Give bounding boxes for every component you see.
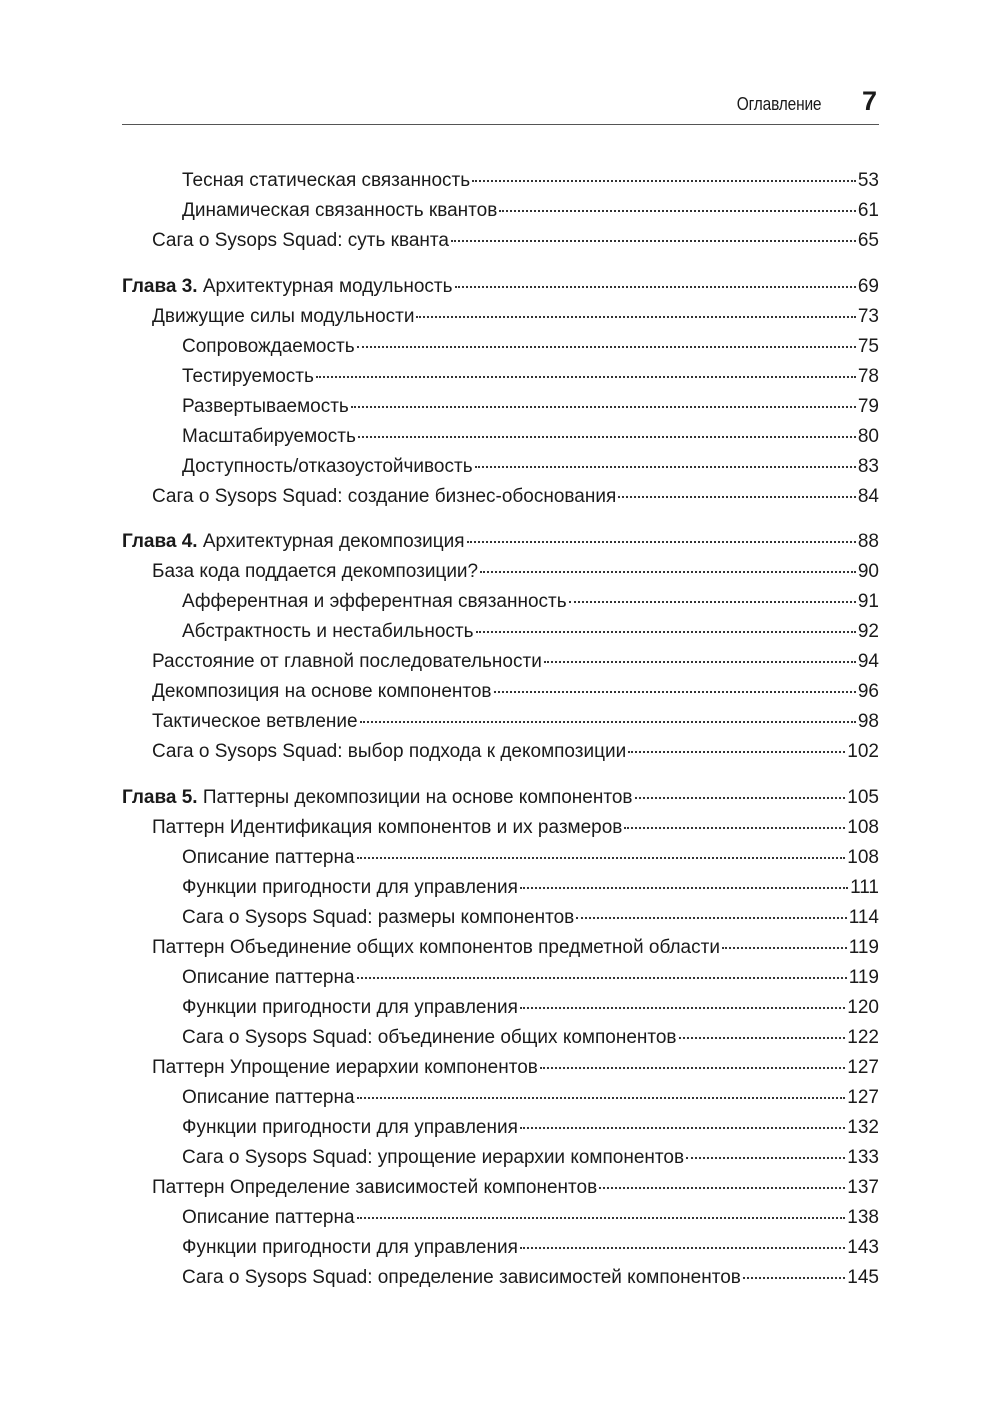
toc-chapter-number: Глава 3. <box>122 275 198 297</box>
toc-entry[interactable] <box>122 557 879 587</box>
toc-chapter-number: Глава 5. <box>122 786 198 808</box>
toc-entry[interactable] <box>122 873 879 903</box>
toc-entry-title: Тесная статическая связанность <box>182 170 471 191</box>
toc-entry-title: Сага о Sysops Squad: определение зависимостей компонентов <box>182 1266 741 1288</box>
toc-page-number: 91 <box>857 591 879 612</box>
toc-entry-title: Описание паттерна <box>182 846 355 868</box>
toc-entry[interactable] <box>122 993 879 1023</box>
dot-leader <box>628 751 845 753</box>
toc-entry-title: Динамическая связанность квантов <box>182 200 498 221</box>
toc-page-number: 120 <box>847 996 879 1018</box>
toc-page-number: 90 <box>857 561 879 582</box>
toc-entry[interactable] <box>122 1233 879 1263</box>
toc-entry-title: Тестируемость <box>182 365 314 387</box>
toc-page-number: 96 <box>857 681 879 702</box>
toc-entry[interactable] <box>122 482 879 512</box>
toc-entry-title: Функции пригодности для управления <box>182 876 518 898</box>
toc-page-number: 132 <box>847 1116 879 1138</box>
toc-entry[interactable] <box>122 1173 879 1203</box>
toc-page-number: 122 <box>847 1026 879 1048</box>
toc-entry-title: Масштабируемость <box>182 425 356 447</box>
toc-entry-title: Сага о Sysops Squad: объединение общих компонентов <box>182 1026 677 1048</box>
toc-page-number: 53 <box>857 170 879 191</box>
toc-page-number: 94 <box>857 651 879 672</box>
toc-entry-title: Паттерн Упрощение иерархии компонентов <box>152 1056 538 1078</box>
toc-page-number: 119 <box>848 936 879 958</box>
toc-entry-title: Доступность/отказоустойчивость <box>182 455 473 477</box>
toc-entry[interactable] <box>122 903 879 933</box>
dot-leader <box>686 1157 845 1159</box>
toc-entry[interactable] <box>122 813 879 843</box>
toc-page-number: 65 <box>857 230 879 251</box>
toc-page-number: 80 <box>857 425 879 447</box>
dot-leader <box>576 917 846 919</box>
toc-page-number: 61 <box>857 200 879 221</box>
toc-page-number: 119 <box>848 966 879 988</box>
toc-entry[interactable] <box>122 1023 879 1053</box>
dot-leader <box>416 316 855 318</box>
toc-entry[interactable] <box>122 617 879 647</box>
dot-leader <box>499 210 856 212</box>
toc-entry-title: Архитектурная декомпозиция <box>202 531 465 552</box>
dot-leader <box>520 887 848 889</box>
toc-entry-title: Паттерн Идентификация компонентов и их размеров <box>152 816 623 838</box>
toc-entry-title: Функции пригодности для управления <box>182 1116 518 1138</box>
toc-chapter-entry[interactable] <box>122 272 879 302</box>
dot-leader <box>494 691 856 693</box>
toc-page-number: 114 <box>848 906 879 928</box>
toc-entry-title: Сага о Sysops Squad: создание бизнес-обоснования <box>152 485 617 507</box>
dot-leader <box>540 1067 845 1069</box>
dot-leader <box>599 1187 845 1189</box>
toc-page-number: 79 <box>857 395 879 417</box>
toc-entry-title: Сага о Sysops Squad: упрощение иерархии компонентов <box>182 1146 685 1168</box>
toc-entry-title: Развертываемость <box>182 395 349 417</box>
dot-leader <box>472 180 856 182</box>
toc-entry[interactable] <box>122 677 879 707</box>
toc-entry-title: Декомпозиция на основе компонентов <box>152 681 492 702</box>
table-of-contents <box>122 166 879 1293</box>
toc-page-number: 127 <box>847 1056 879 1078</box>
dot-leader <box>679 1037 846 1039</box>
toc-entry[interactable] <box>122 452 879 482</box>
toc-entry-title: Сага о Sysops Squad: выбор подхода к декомпозиции <box>152 741 627 762</box>
toc-entry-title: Описание паттерна <box>182 1086 355 1108</box>
toc-page-number: 92 <box>857 621 879 642</box>
toc-page-number: 73 <box>857 305 879 327</box>
toc-entry-title: Сага о Sysops Squad: размеры компонентов <box>182 906 575 928</box>
toc-entry[interactable] <box>122 166 879 196</box>
toc-entry-title: Тактическое ветвление <box>152 711 358 732</box>
toc-entry-title: Описание паттерна <box>182 966 355 988</box>
toc-page-number: 111 <box>850 876 879 898</box>
toc-page-number: 108 <box>847 846 879 868</box>
toc-page-number: 75 <box>857 335 879 357</box>
toc-entry[interactable] <box>122 963 879 993</box>
toc-entry[interactable] <box>122 1053 879 1083</box>
running-header-title: Оглавление <box>736 94 821 114</box>
toc-page-number: 138 <box>847 1206 879 1228</box>
toc-page-number: 69 <box>857 275 879 297</box>
toc-entry-title: Архитектурная модульность <box>202 275 453 297</box>
toc-page-number: 137 <box>847 1176 879 1198</box>
dot-leader <box>743 1277 845 1279</box>
dot-leader <box>635 797 846 799</box>
dot-leader <box>475 466 856 468</box>
page-number: 7 <box>861 86 877 116</box>
dot-leader <box>476 631 856 633</box>
toc-entry[interactable] <box>122 226 879 256</box>
toc-entry[interactable] <box>122 422 879 452</box>
toc-page-number: 143 <box>847 1236 879 1258</box>
toc-chapter-entry[interactable] <box>122 783 879 813</box>
toc-entry[interactable] <box>122 196 879 226</box>
toc-entry[interactable] <box>122 362 879 392</box>
dot-leader <box>357 977 847 979</box>
toc-page-number: 88 <box>857 531 879 552</box>
dot-leader <box>360 721 856 723</box>
dot-leader <box>455 286 856 288</box>
toc-entry-title: Сопровождаемость <box>182 335 355 357</box>
toc-entry[interactable] <box>122 843 879 873</box>
dot-leader <box>618 496 856 498</box>
toc-entry[interactable] <box>122 1263 879 1293</box>
toc-entry[interactable] <box>122 302 879 332</box>
dot-leader <box>569 601 856 603</box>
toc-entry[interactable] <box>122 1143 879 1173</box>
dot-leader <box>451 240 856 242</box>
toc-chapter-number: Глава 4. <box>122 531 198 552</box>
dot-leader <box>357 857 846 859</box>
toc-entry[interactable] <box>122 332 879 362</box>
toc-page-number: 102 <box>847 741 879 762</box>
toc-entry-title: Описание паттерна <box>182 1206 355 1228</box>
dot-leader <box>316 376 856 378</box>
dot-leader <box>357 1097 846 1099</box>
toc-entry[interactable] <box>122 707 879 737</box>
dot-leader <box>722 947 847 949</box>
toc-entry-title: Паттерны декомпозиции на основе компонентов <box>202 786 633 808</box>
toc-page-number: 83 <box>857 455 879 477</box>
dot-leader <box>520 1247 845 1249</box>
toc-entry[interactable] <box>122 1113 879 1143</box>
dot-leader <box>357 346 856 348</box>
toc-entry-title: База кода поддается декомпозиции? <box>152 561 479 582</box>
toc-entry-title: Афферентная и эфферентная связанность <box>182 591 567 612</box>
toc-entry-title: Паттерн Определение зависимостей компонентов <box>152 1176 598 1198</box>
toc-entry-title: Сага о Sysops Squad: суть кванта <box>152 230 449 251</box>
toc-page-number: 105 <box>847 786 879 808</box>
toc-entry-title: Расстояние от главной последовательности <box>152 651 542 672</box>
toc-entry[interactable] <box>122 737 879 767</box>
toc-entry[interactable] <box>122 933 879 963</box>
running-header <box>122 86 879 125</box>
toc-page-number: 133 <box>847 1146 879 1168</box>
dot-leader <box>624 827 845 829</box>
dot-leader <box>467 541 856 543</box>
toc-entry[interactable] <box>122 1083 879 1113</box>
toc-entry[interactable] <box>122 392 879 422</box>
dot-leader <box>351 406 856 408</box>
toc-entry[interactable] <box>122 647 879 677</box>
toc-page-number: 145 <box>847 1266 879 1288</box>
toc-entry-title: Функции пригодности для управления <box>182 996 518 1018</box>
dot-leader <box>357 1217 846 1219</box>
toc-entry-title: Абстрактность и нестабильность <box>182 621 474 642</box>
toc-page-number: 108 <box>847 816 879 838</box>
toc-entry-title: Паттерн Объединение общих компонентов предметной области <box>152 936 720 958</box>
toc-chapter-entry[interactable] <box>122 527 879 557</box>
toc-page-number: 127 <box>847 1086 879 1108</box>
toc-page-number: 78 <box>857 365 879 387</box>
toc-page-number: 84 <box>857 485 879 507</box>
toc-entry-title: Движущие силы модульности <box>152 305 415 327</box>
toc-entry[interactable] <box>122 587 879 617</box>
dot-leader <box>520 1127 845 1129</box>
toc-entry-title: Функции пригодности для управления <box>182 1236 518 1258</box>
dot-leader <box>358 436 856 438</box>
dot-leader <box>480 571 856 573</box>
dot-leader <box>520 1007 845 1009</box>
dot-leader <box>544 661 856 663</box>
toc-entry[interactable] <box>122 1203 879 1233</box>
toc-page-number: 98 <box>857 711 879 732</box>
